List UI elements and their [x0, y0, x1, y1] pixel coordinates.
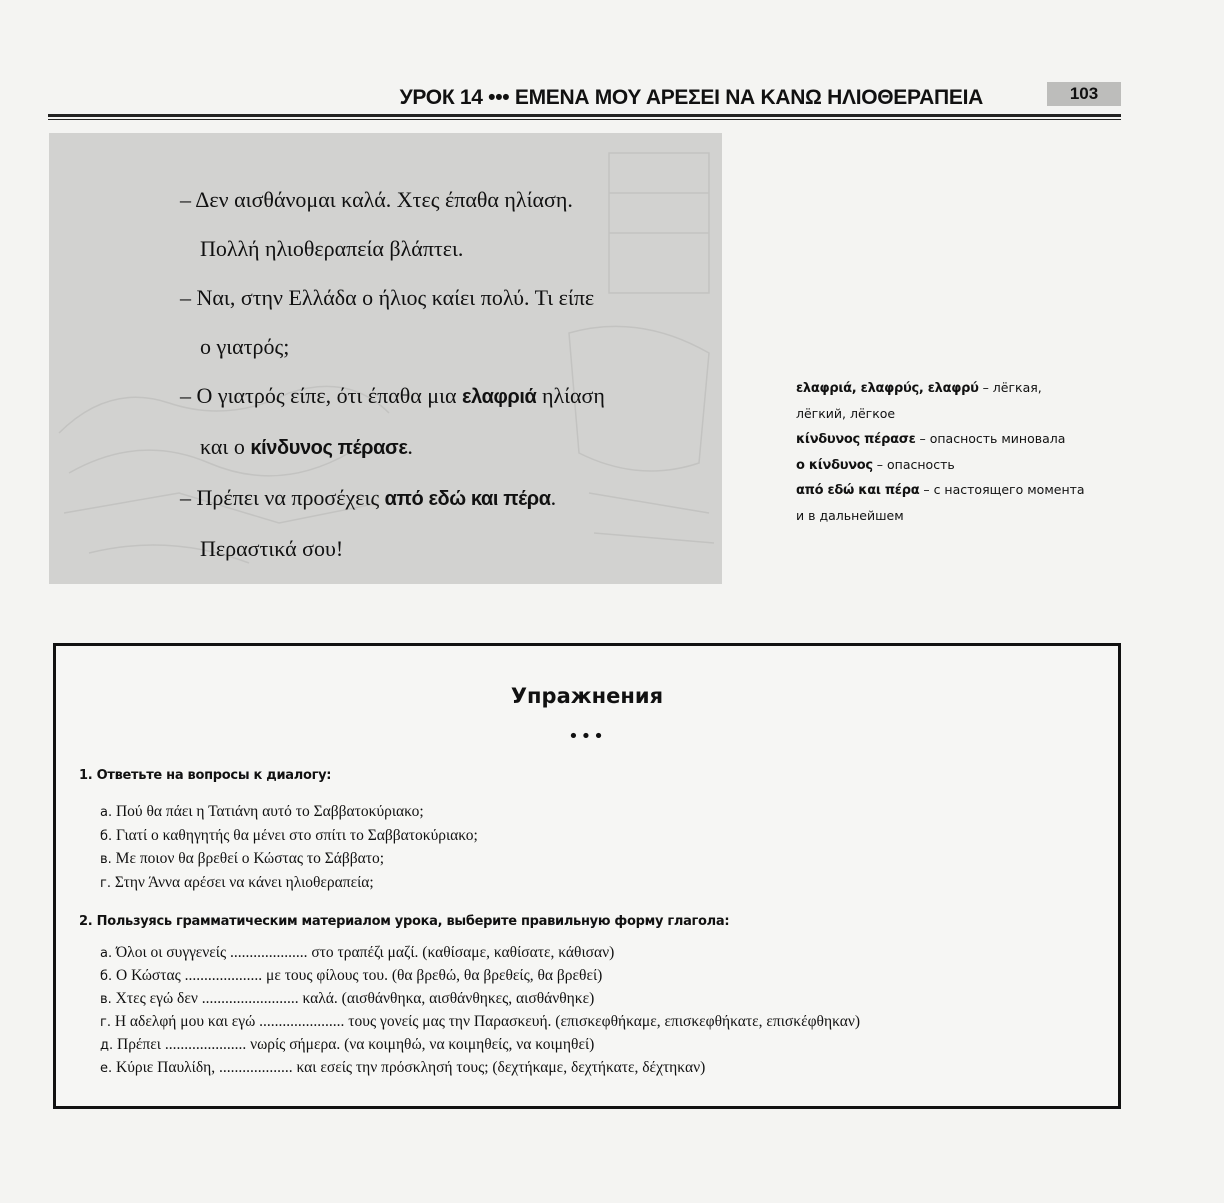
dialogue-line-text: .	[407, 434, 413, 459]
list-item	[100, 1034, 860, 1057]
item-text: Πού θα πάει η Τατιάνη αυτό το Σαββατοκύριακο;	[112, 803, 424, 820]
dialogue-panel	[49, 133, 722, 584]
dialogue-line	[180, 422, 605, 473]
glossary-definition: – лёгкая,	[978, 380, 1042, 395]
item-text: Πρέπει ..................... νωρίς σήμερα. (να κοιμηθώ, να κοιμηθείς, να κοιμηθεί)	[113, 1036, 595, 1053]
item-letter: г.	[100, 1015, 111, 1030]
item-letter: в.	[100, 852, 112, 867]
dialogue-line: Περαστικά σου!	[200, 536, 344, 561]
glossary-definition: – с настоящего момента	[919, 482, 1085, 497]
glossary-entry	[796, 453, 1126, 479]
glossary-entry	[796, 402, 1126, 428]
list-item	[100, 848, 478, 872]
item-letter: г.	[100, 875, 111, 891]
list-item	[100, 872, 478, 896]
dialogue-line: ο γιατρός;	[200, 334, 290, 359]
dialogue-line: Πολλή ηλιοθεραπεία βλάπτει.	[200, 236, 464, 261]
task-2-list	[100, 942, 860, 1080]
lesson-title: УРОК 14 ••• ΕΜΕΝΑ ΜΟΥ ΑΡΕΣΕΙ ΝΑ ΚΑΝΩ ΗΛΙΟΘΕΡΑΠΕΙΑ	[399, 86, 983, 109]
glossary-term: ελαφριά, ελαφρύς, ελαφρύ	[796, 381, 979, 396]
header-rule	[48, 114, 1121, 120]
page-header	[48, 78, 1121, 118]
list-item	[100, 965, 860, 988]
dialogue-text	[180, 175, 605, 573]
list-item	[100, 801, 478, 825]
glossary-definition: – опасность	[872, 456, 955, 472]
dialogue-line-text: – Πρέπει να προσέχεις	[180, 485, 385, 510]
item-text: Στην Άννα αρέσει να κάνει ηλιοθεραπεία;	[110, 873, 374, 891]
dialogue-line: – Ναι, στην Ελλάδα ο ήλιος καίει πολύ. Τι είπε	[180, 285, 595, 310]
glossary-entry	[796, 504, 1126, 530]
highlighted-term: κίνδυνος πέρασε	[250, 437, 408, 459]
dialogue-line: – Δεν αισθάνομαι καλά. Χτες έπαθα ηλίαση.	[180, 187, 573, 212]
glossary-entry	[796, 376, 1126, 402]
item-text: Κύριε Παυλίδη, ................... και εσείς την πρόσκλησή τους; (δεχτήκαμε, δεχτήκατε, δέχτηκαν)	[112, 1059, 706, 1076]
glossary-term: από εδώ και πέρα	[796, 483, 920, 498]
glossary-definition: и в дальнейшем	[796, 507, 904, 523]
glossary-entry	[796, 427, 1126, 453]
item-text: Με ποιον θα βρεθεί ο Κώστας το Σάββατο;	[111, 850, 385, 867]
exercises-box	[53, 643, 1121, 1109]
list-item	[100, 942, 860, 965]
list-item	[100, 1011, 860, 1034]
task-2-heading: 2. Пользуясь грамматическим материалом урока, выберите правильную форму глагола:	[79, 914, 730, 929]
page-number: 103	[1047, 82, 1121, 106]
list-item	[100, 825, 478, 849]
glossary-definition: лёгкий, лёгкое	[796, 405, 896, 421]
dialogue-line	[180, 473, 605, 524]
dialogue-line-text: ηλίαση	[536, 383, 605, 408]
glossary-term: κίνδυνος πέρασε	[796, 432, 916, 447]
dialogue-line	[180, 371, 605, 422]
item-letter: б.	[100, 969, 113, 984]
task-1-heading: 1. Ответьте на вопросы к диалогу:	[79, 768, 332, 783]
item-text: Όλοι οι συγγενείς .................... στο τραπέζι μαζί. (καθίσαμε, καθίσατε, κάθισαν)	[112, 944, 615, 961]
item-text: Ο Κώστας .................... με τους φίλους του. (θα βρεθώ, θα βρεθείς, θα βρεθεί)	[112, 967, 603, 984]
exercises-title: Упражнения	[510, 684, 664, 708]
list-item	[100, 1057, 860, 1080]
dialogue-line-text: – Ο γιατρός είπε, ότι έπαθα μια	[180, 383, 463, 408]
highlighted-term: από εδώ και πέρα	[384, 488, 551, 510]
glossary-entry	[796, 478, 1126, 504]
item-letter: е.	[100, 1061, 113, 1076]
glossary-definition: – опасность миновала	[915, 431, 1066, 446]
exercises-dots: •••	[568, 726, 606, 747]
item-letter: а.	[100, 805, 113, 820]
item-letter: в.	[100, 992, 112, 1007]
item-letter: д.	[100, 1038, 114, 1053]
item-text: Η αδελφή μου και εγώ ...................... τους γονείς μας την Παρασκευή. (επισκεφθήκαμε, επισκεφθήκατε, επισκέφθηκαν)	[110, 1013, 861, 1030]
dialogue-line-text: και ο	[200, 434, 251, 459]
dialogue-line-text: .	[550, 485, 557, 510]
item-letter: а.	[100, 946, 113, 961]
item-text: Χτες εγώ δεν ......................... καλά. (αισθάνθηκα, αισθάνθηκες, αισθάνθηκε)	[111, 990, 595, 1007]
item-letter: б.	[100, 828, 113, 844]
glossary	[796, 376, 1126, 529]
task-1-list	[100, 801, 478, 895]
highlighted-term: ελαφριά	[462, 386, 537, 408]
item-text: Γιατί ο καθηγητής θα μένει στο σπίτι το Σαββατοκύριακο;	[112, 826, 478, 844]
list-item	[100, 988, 860, 1011]
glossary-term: ο κίνδυνος	[796, 457, 873, 473]
